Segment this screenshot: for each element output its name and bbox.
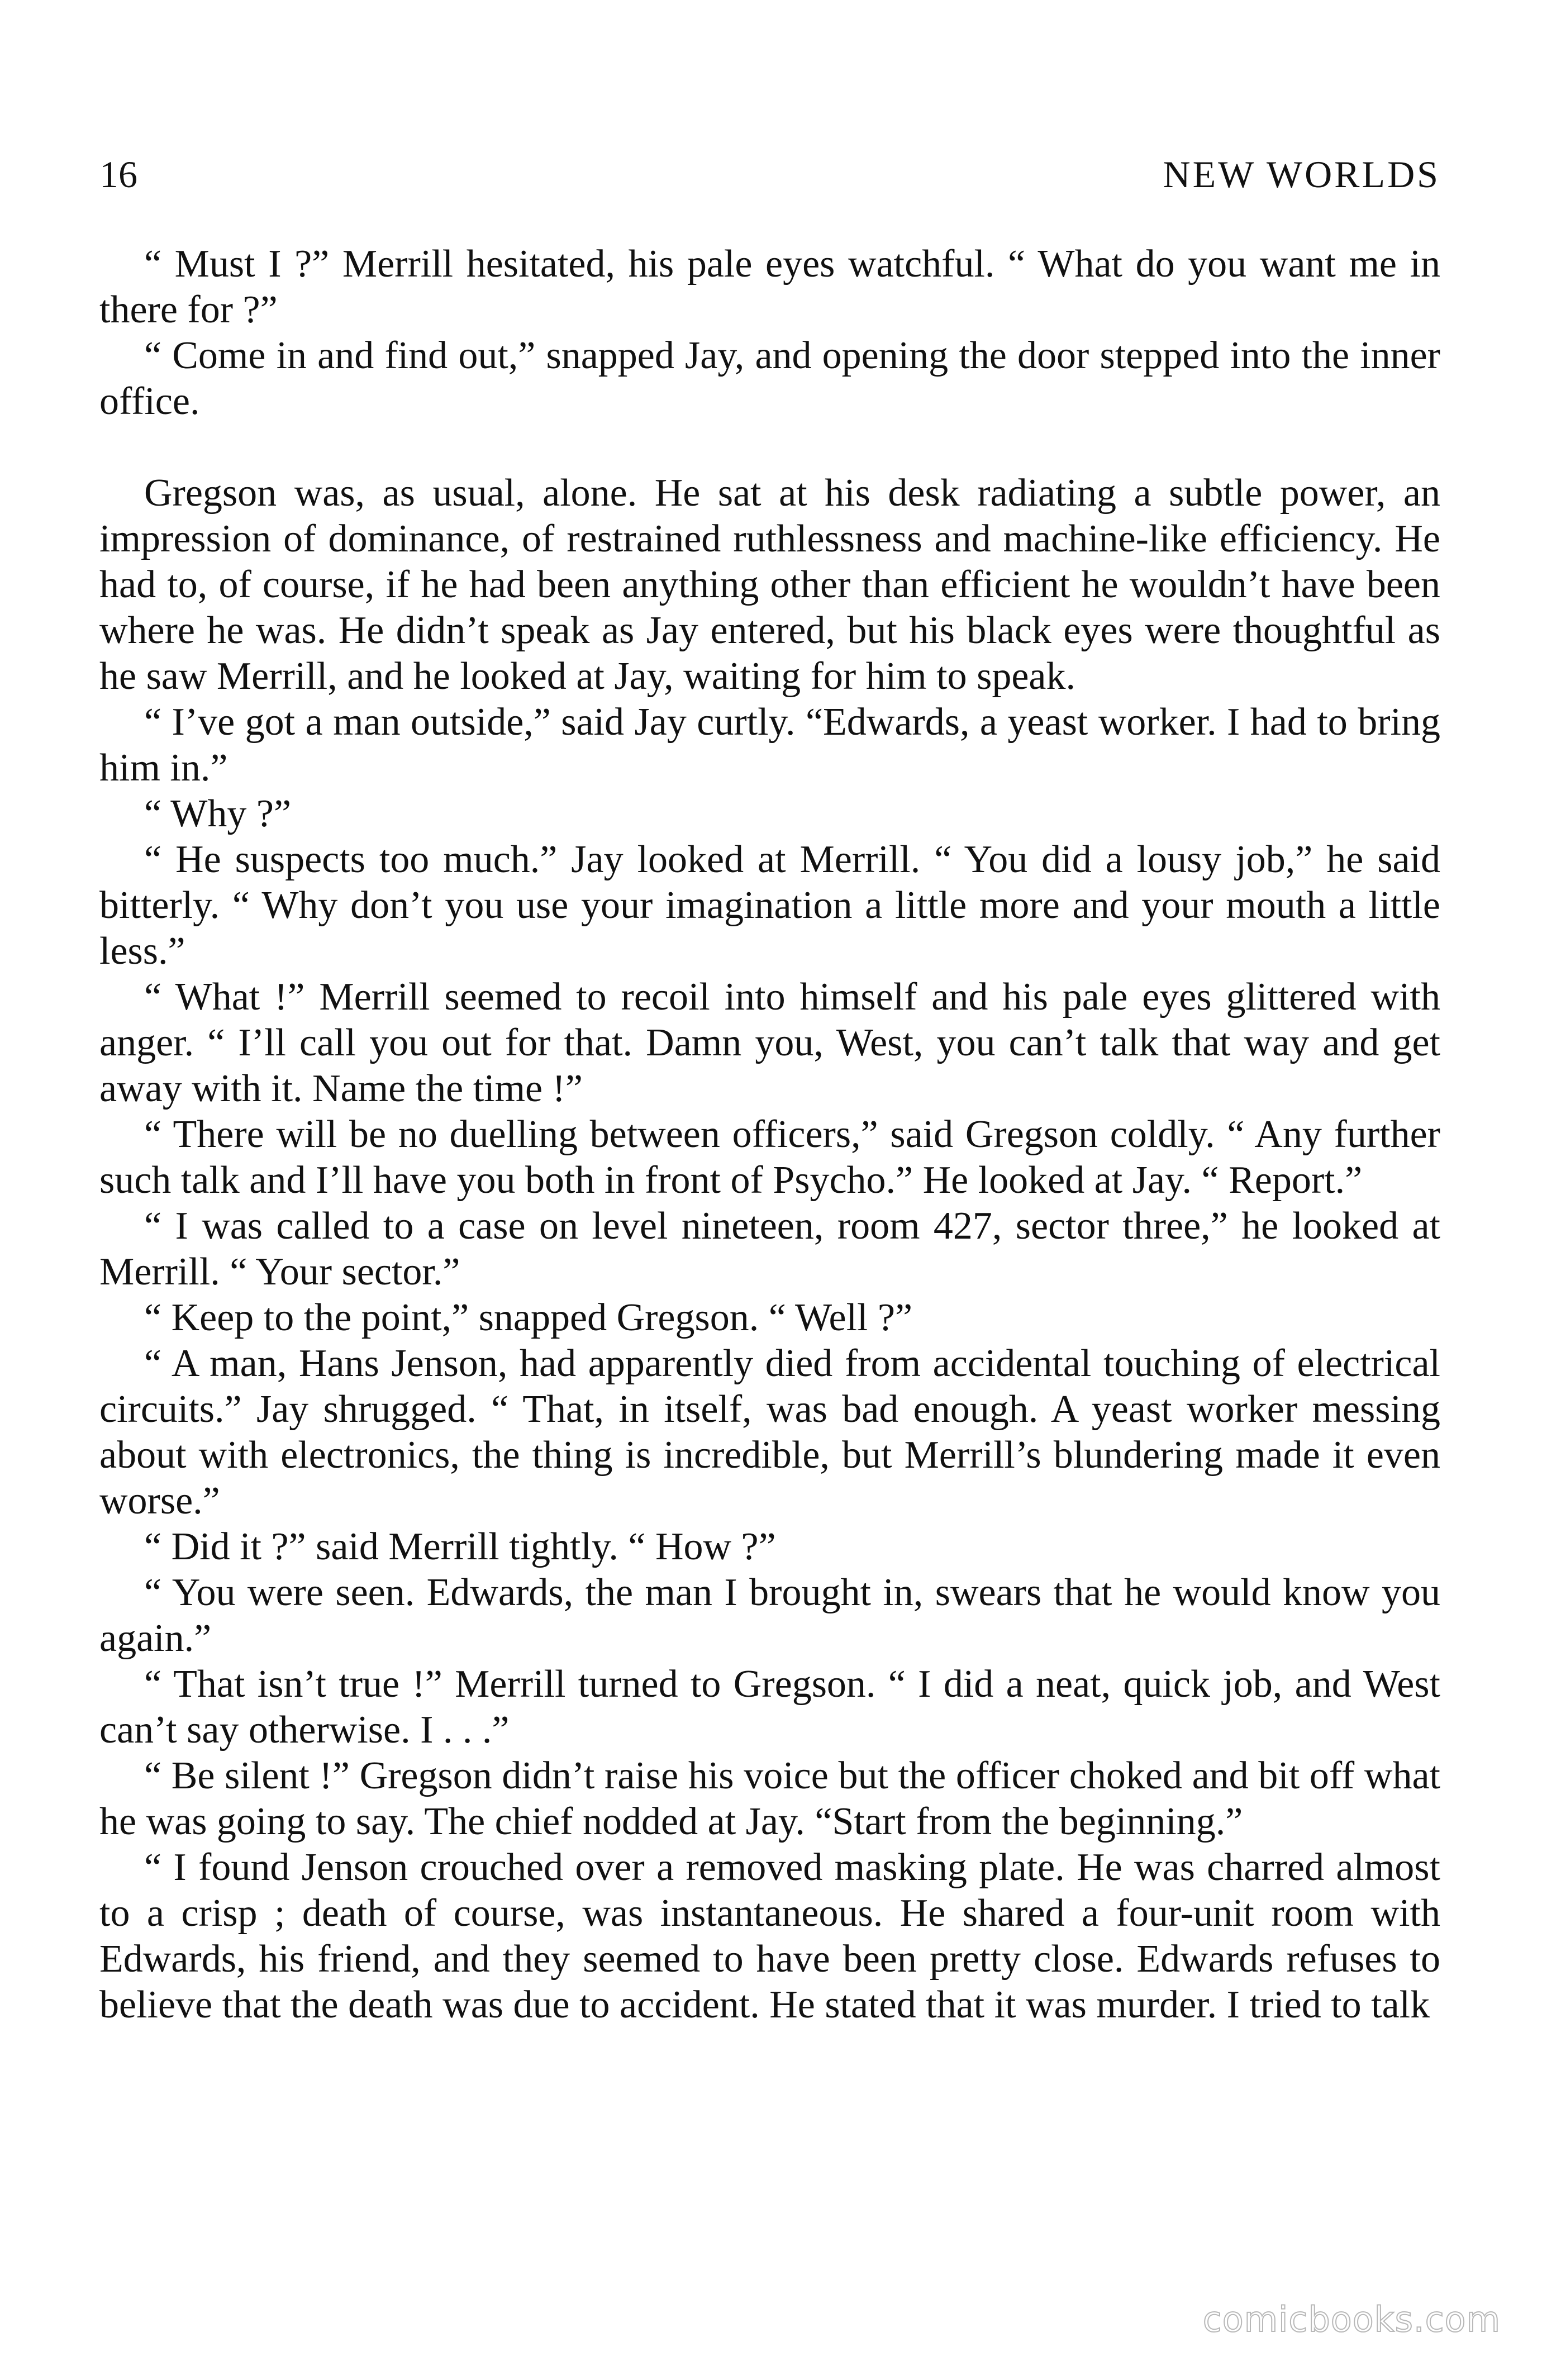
paragraph: “ Be silent !” Gregson didn’t raise his voice but the officer choked and bit off what he was going to say. The chief nodded at Jay. “Start from the beginning.” (99, 1754, 1440, 1843)
watermark: comicbooks.com (1202, 2299, 1501, 2340)
paragraph: “ I’ve got a man outside,” said Jay curtly. “Edwards, a yeast worker. I had to bring him in.” (99, 701, 1440, 789)
paragraph: “ Keep to the point,” snapped Gregson. “ Well ?” (144, 1296, 913, 1339)
paragraph: Gregson was, as usual, alone. He sat at his desk radiating a subtle power, an impression of dominance, of restrained ruthlessness and machine-like efficiency. He had to, of course, if he had been anything other than efficient he wouldn’t have been where he was. He didn’t speak as Jay entered, but his black eyes were thoughtful as he saw Merrill, and he looked at Jay, waiting for him to speak. (99, 472, 1440, 698)
page-number: 16 (99, 153, 137, 196)
paragraph: “ He suspects too much.” Jay looked at Merrill. “ You did a lousy job,” he said bitterly. “ Why don’t you use your imagination a little more and your mouth a little less.” (99, 838, 1440, 973)
paragraph: “ Why ?” (144, 792, 292, 835)
paragraph: “ Come in and find out,” snapped Jay, and opening the door stepped into the inner office. (99, 334, 1440, 423)
paragraph: “ I found Jenson crouched over a removed masking plate. He was charred almost to a crisp ; death of course, was instantaneous. He shared a four-unit room with Edwards, his friend, and they seemed to have been pretty close. Edwards refuses to believe that the death was due to accident. He stated that it was murder. I tried to talk (99, 1846, 1440, 2026)
paragraph: “ There will be no duelling between officers,” said Gregson coldly. “ Any further such talk and I’ll have you both in front of Psycho.” He looked at Jay. “ Report.” (99, 1113, 1440, 1202)
running-title: NEW WORLDS (1163, 153, 1440, 196)
paragraph: “ What !” Merrill seemed to recoil into himself and his pale eyes glittered with anger. “ I’ll call you out for that. Damn you, West, you can’t talk that way and get away with it. Name the time !” (99, 975, 1440, 1110)
paragraph: “ I was called to a case on level nineteen, room 427, sector three,” he looked at Merrill. “ Your sector.” (99, 1205, 1440, 1293)
body-text (99, 241, 1440, 2028)
paragraph: “ Did it ?” said Merrill tightly. “ How ?” (144, 1525, 776, 1568)
paragraph: “ You were seen. Edwards, the man I brought in, swears that he would know you again.” (99, 1571, 1440, 1660)
paragraph: “ A man, Hans Jenson, had apparently died from accidental touching of electrical circuits.” Jay shrugged. “ That, in itself, was bad enough. A yeast worker messing about with electronics, the thing is incredible, but Merrill’s blundering made it even worse.” (99, 1342, 1440, 1522)
paragraph: “ Must I ?” Merrill hesitated, his pale eyes watchful. “ What do you want me in there for ?” (99, 242, 1440, 331)
book-page (99, 0, 1440, 2380)
running-head (99, 146, 1440, 202)
paragraph: “ That isn’t true !” Merrill turned to Gregson. “ I did a neat, quick job, and West can’t say otherwise. I . . .” (99, 1663, 1440, 1751)
